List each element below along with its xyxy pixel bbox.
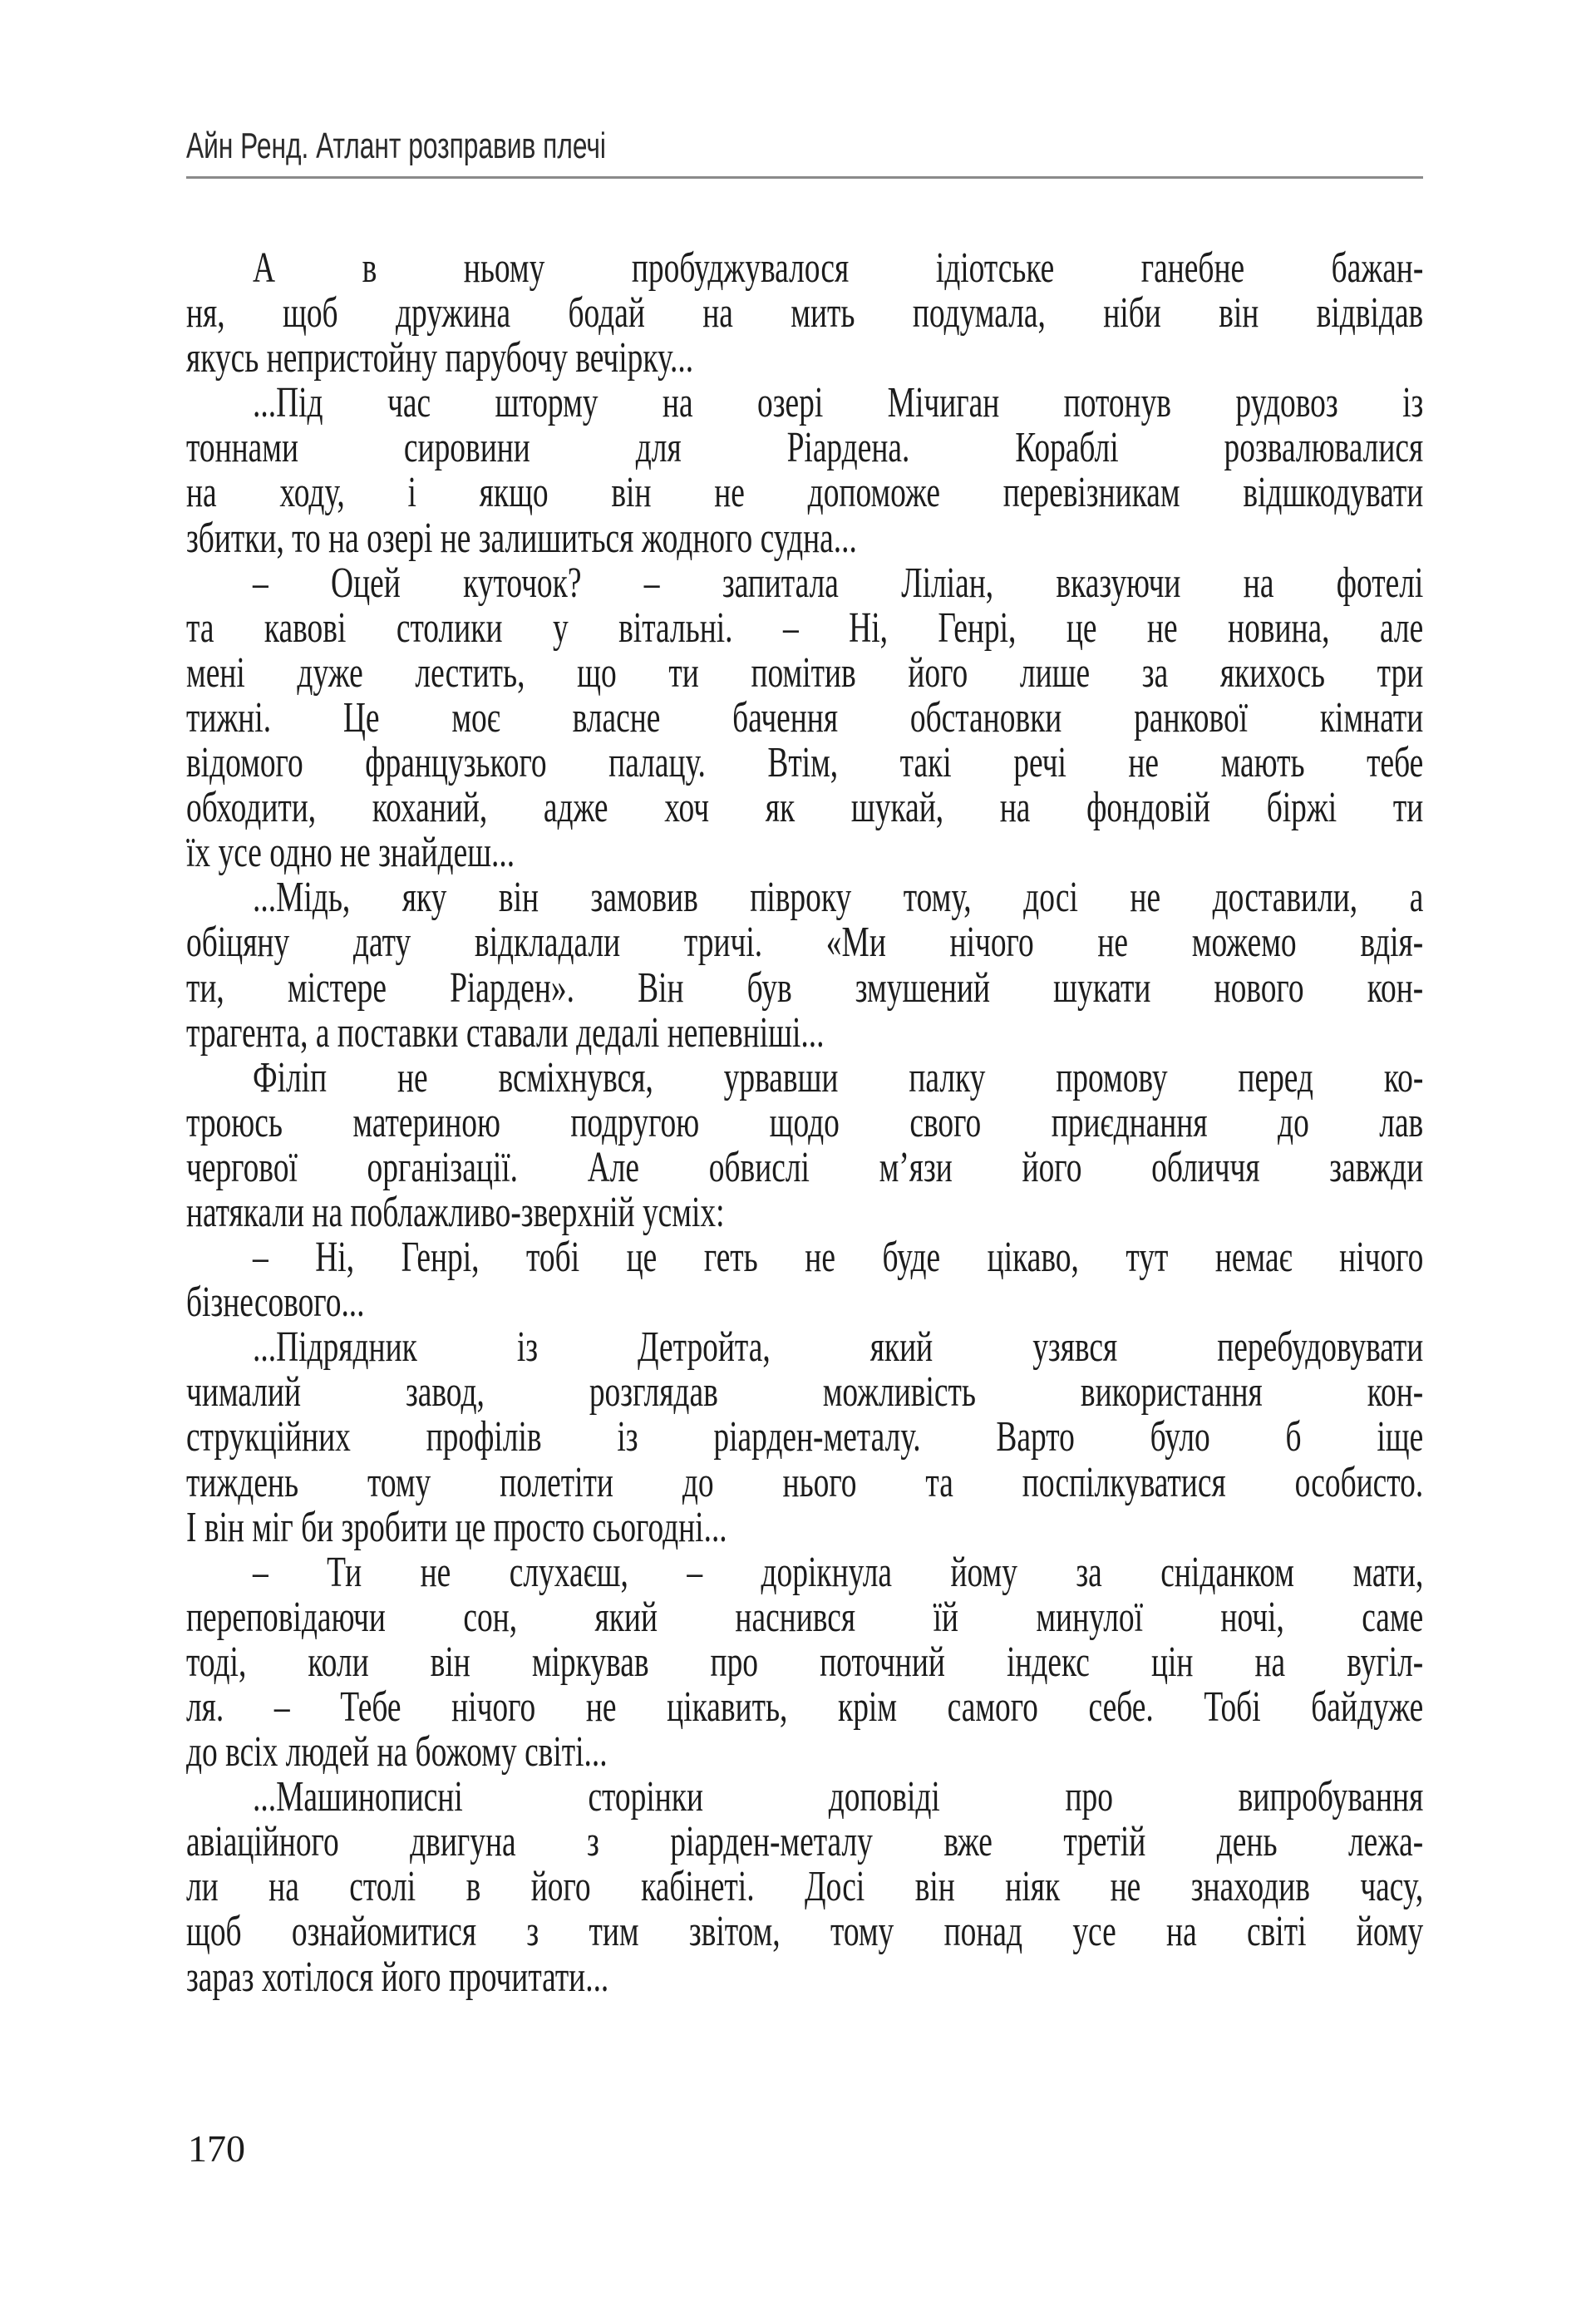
text-line xyxy=(186,830,1423,875)
line-text: обходити, коханий, адже хоч як шукай, на фондовій біржі ти xyxy=(186,784,1424,832)
line-text: зараз хотілося його прочитати... xyxy=(186,1953,609,2001)
text-line xyxy=(186,1865,1423,1909)
running-head xyxy=(186,123,1423,180)
line-text: – Ні, Генрі, тобі це геть не буде цікаво, тут немає нічого xyxy=(253,1234,1424,1282)
text-line xyxy=(186,693,1424,742)
text-line xyxy=(186,1955,1423,2000)
line-text: ня, щоб дружина бодай на мить подумала, ніби він відвідав xyxy=(186,289,1424,338)
text-line xyxy=(186,516,1423,561)
line-text: ...Підрядник із Детройта, який узявся перебудовувати xyxy=(253,1323,1424,1372)
line-text: тоді, коли він міркував про поточний індекс цін на вугіл- xyxy=(186,1638,1424,1686)
text-line xyxy=(186,1415,1423,1460)
paragraph-first-line xyxy=(186,1550,1423,1595)
header-rule xyxy=(186,176,1423,179)
text-line xyxy=(186,920,1423,965)
line-text: відомого французького палацу. Втім, такі речі не мають тебе xyxy=(186,739,1424,787)
line-text: тиждень тому полетіти до нього та поспілкуватися особисто. xyxy=(186,1458,1424,1506)
paragraph-first-line xyxy=(186,1775,1423,1820)
line-text: ли на столі в його кабінеті. Досі він ніяк не знаходив часу, xyxy=(186,1863,1424,1911)
text-line xyxy=(186,1640,1423,1685)
text-line xyxy=(186,1190,1423,1235)
text-line xyxy=(186,1595,1423,1640)
text-line xyxy=(186,1458,1424,1506)
line-text: їх усе одно не знайдеш... xyxy=(186,829,515,877)
line-text: трагента, а поставки ставали дедалі непевніші... xyxy=(186,1008,825,1057)
paragraph-first-line xyxy=(186,561,1423,606)
text-line xyxy=(186,606,1423,651)
line-text: – Ти не слухаєш, – дорікнула йому за сніданком мати, xyxy=(253,1548,1424,1596)
line-text: якусь непристойну парубочу вечірку... xyxy=(186,334,694,382)
page-number: 170 xyxy=(188,2127,245,2170)
line-text: струкційних профілів із ріарден-металу. Варто було б іще xyxy=(186,1413,1424,1461)
line-text: щоб ознайомитися з тим звітом, тому понад усе на світі йому xyxy=(186,1908,1424,1956)
text-line xyxy=(186,1008,1423,1057)
text-line xyxy=(186,1280,1423,1325)
text-line xyxy=(186,1820,1423,1865)
running-title: Айн Ренд. Атлант розправив плечі xyxy=(186,126,606,166)
text-line xyxy=(186,1730,1423,1775)
paragraph-first-line xyxy=(186,246,1423,291)
text-line xyxy=(186,963,1424,1012)
line-text: ...Мідь, яку він замовив півроку тому, досі не доставили, а xyxy=(253,874,1424,922)
line-text: до всіх людей на божому світі... xyxy=(186,1728,608,1776)
line-text: збитки, то на озері не залишиться жодного судна... xyxy=(186,514,857,562)
text-line xyxy=(186,1685,1423,1730)
line-text: ти, містере Ріарден». Він був змушений шукати нового кон- xyxy=(186,963,1424,1012)
line-text: натякали на поблажливо-зверхній усміх: xyxy=(186,1188,725,1236)
paragraph-first-line xyxy=(186,1325,1423,1370)
line-text: І він міг би зробити це просто сьогодні... xyxy=(186,1503,727,1551)
line-text: Філіп не всміхнувся, урвавши палку промову перед ко- xyxy=(253,1053,1424,1101)
line-text: чималий завод, розглядав можливість використання кон- xyxy=(186,1368,1424,1417)
line-text: бізнесового... xyxy=(186,1279,365,1327)
text-line xyxy=(186,1370,1423,1415)
text-line xyxy=(186,471,1423,515)
line-text: авіаційного двигуна з ріарден-металу вже третій день лежа- xyxy=(186,1818,1424,1866)
line-text: обіцяну дату відкладали тричі. «Ми нічого не можемо вдія- xyxy=(186,919,1424,967)
text-line xyxy=(186,1505,1423,1550)
line-text: А в ньому пробуджувалося ідіотське ганебне бажан- xyxy=(253,244,1424,292)
line-text: переповідаючи сон, який наснився їй минулої ночі, саме xyxy=(186,1593,1424,1641)
line-text: тоннами сировини для Ріардена. Кораблі розвалювалися xyxy=(186,424,1424,472)
text-line xyxy=(186,1143,1424,1191)
paragraph-first-line xyxy=(186,1053,1424,1101)
line-text: мені дуже лестить, що ти помітив його лише за якихось три xyxy=(186,648,1424,697)
line-text: ...Машинописні сторінки доповіді про випробування xyxy=(253,1773,1424,1821)
text-line xyxy=(186,1909,1423,1954)
paragraph-first-line xyxy=(186,875,1423,920)
line-text: троюсь материною подругою щодо свого приєднання до лав xyxy=(186,1098,1424,1146)
text-line xyxy=(186,648,1424,697)
text-line xyxy=(186,336,1423,381)
line-text: на ходу, і якщо він не допоможе перевізникам відшкодувати xyxy=(186,469,1424,517)
line-text: – Оцей куточок? – запитала Ліліан, вказуючи на фотелі xyxy=(253,559,1424,607)
paragraph-first-line xyxy=(186,1235,1423,1280)
line-text: чергової організації. Але обвислі м’язи його обличчя завжди xyxy=(186,1143,1424,1191)
body-text xyxy=(186,246,1423,2000)
line-text: ...Під час шторму на озері Мічиган потонув рудовоз із xyxy=(253,379,1424,427)
text-line xyxy=(186,1098,1424,1146)
text-line xyxy=(186,426,1423,471)
text-line xyxy=(186,786,1423,830)
line-text: ля. – Тебе нічого не цікавить, крім самого себе. Тобі байдуже xyxy=(186,1683,1424,1731)
paragraph-first-line xyxy=(186,381,1423,426)
line-text: тижні. Це моє власне бачення обстановки ранкової кімнати xyxy=(186,693,1424,742)
text-line xyxy=(186,741,1423,786)
line-text: та кавові столики у вітальні. – Ні, Генрі, це не новина, але xyxy=(186,604,1424,652)
text-line xyxy=(186,291,1423,336)
